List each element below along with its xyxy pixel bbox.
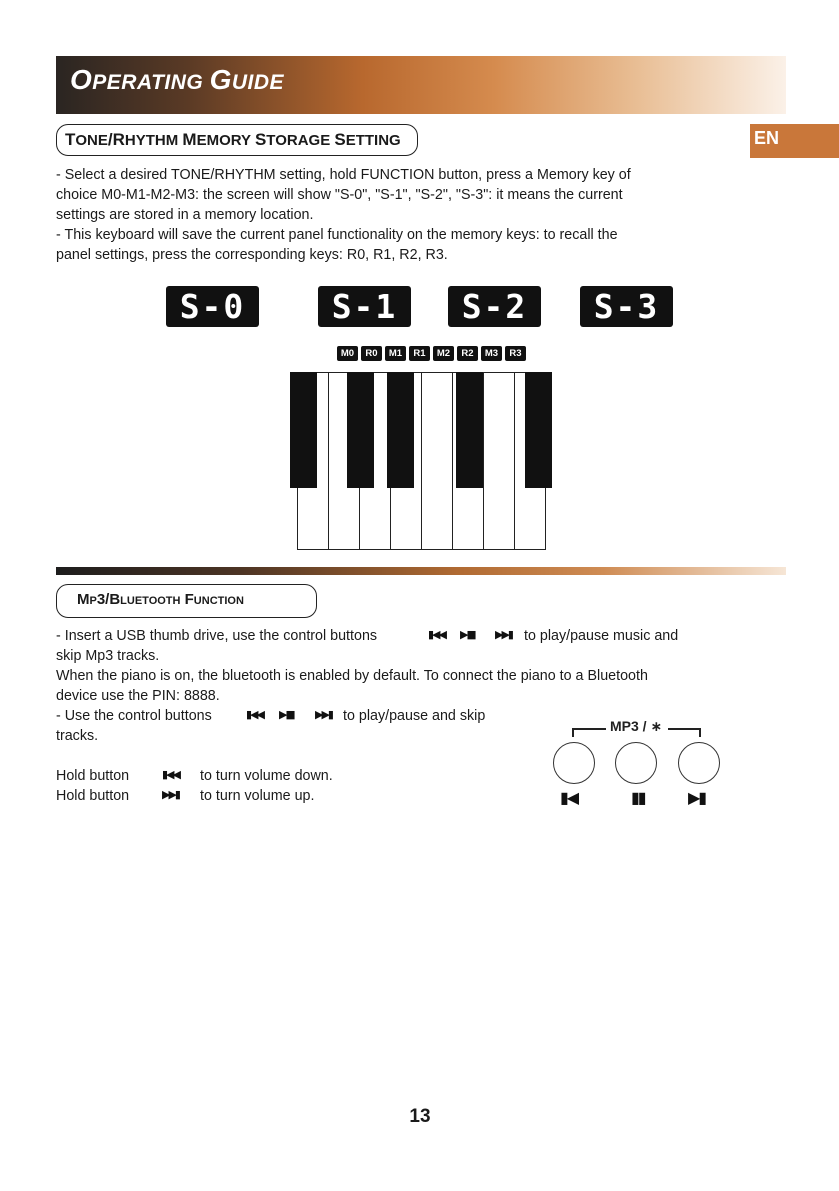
next-button-circle [678,742,720,784]
black-key [525,372,552,488]
section-heading-memory: TONE/RHYTHM MEMORY STORAGE SETTING [56,124,418,156]
text-line: tracks. [56,728,99,744]
white-key [421,372,453,550]
black-key [456,372,483,488]
play-pause-icon: ▶▮▮ [279,709,294,721]
text-line: to play/pause and skip [343,708,486,724]
key-label-m0: M0 [337,346,358,361]
display-s0: S-0 [166,286,259,327]
text-line: When the piano is on, the bluetooth is enabled by default. To connect the piano to a Bluetooth [56,668,648,684]
display-s1: S-1 [318,286,411,327]
page-number: 13 [409,1106,431,1127]
hold-down-text: to turn volume down. [200,768,333,784]
pause-icon: ▮▮ [631,790,645,807]
key-label-r0: R0 [361,346,382,361]
piano-keyboard-illustration [290,372,551,551]
hold-down-label: Hold button [56,768,130,784]
mp3-bluetooth-panel [548,712,728,812]
page-title: OPERATING GUIDE [70,64,285,95]
black-key [347,372,374,488]
key-label-m2: M2 [433,346,454,361]
key-label-m1: M1 [385,346,406,361]
text-line: skip Mp3 tracks. [56,648,160,664]
text-line: device use the PIN: 8888. [56,688,220,704]
display-s3: S-3 [580,286,673,327]
play-pause-icon: ▶▮▮ [460,629,475,641]
text-line: - Use the control buttons [56,708,212,724]
previous-track-icon: ▮◀ [560,790,578,807]
text-line: to play/pause music and [524,628,679,644]
previous-track-icon: ▮◀◀ [428,629,445,641]
key-label-r1: R1 [409,346,430,361]
next-track-icon: ▶▶▮ [162,789,179,801]
key-label-m3: M3 [481,346,502,361]
hold-up-label: Hold button [56,788,130,804]
hold-up-text: to turn volume up. [200,788,315,804]
panel-tick [699,728,701,737]
previous-button-circle [553,742,595,784]
next-track-icon: ▶▶▮ [315,709,332,721]
language-tab: EN [750,124,839,158]
next-track-icon: ▶▮ [688,790,706,807]
section-heading-bluetooth: Mp3/Bluetooth Function [56,584,317,618]
panel-label: MP3 / ∗ [610,718,663,734]
key-label-r2: R2 [457,346,478,361]
panel-line [572,728,606,730]
black-key [387,372,414,488]
play-pause-button-circle [615,742,657,784]
key-label-r3: R3 [505,346,526,361]
white-key [483,372,515,550]
black-key [290,372,317,488]
previous-track-icon: ▮◀◀ [162,769,179,781]
section-divider [56,567,786,575]
display-s2: S-2 [448,286,541,327]
memory-instructions: - Select a desired TONE/RHYTHM setting, hold FUNCTION button, press a Memory key of choice M0-M1-M2-M3: the screen will show "S-0", "S-1", "S-2", "S-3": it means the current settings are stored in a memory location. - This keyboard will save the current panel functionality on the memory keys: to recall the panel settings, press the corresponding keys: R0, R1, R2, R3. [56,167,631,263]
previous-track-icon: ▮◀◀ [246,709,263,721]
text-line: - Insert a USB thumb drive, use the control buttons [56,628,378,644]
next-track-icon: ▶▶▮ [495,629,512,641]
panel-line [668,728,700,730]
header-banner [56,56,786,114]
